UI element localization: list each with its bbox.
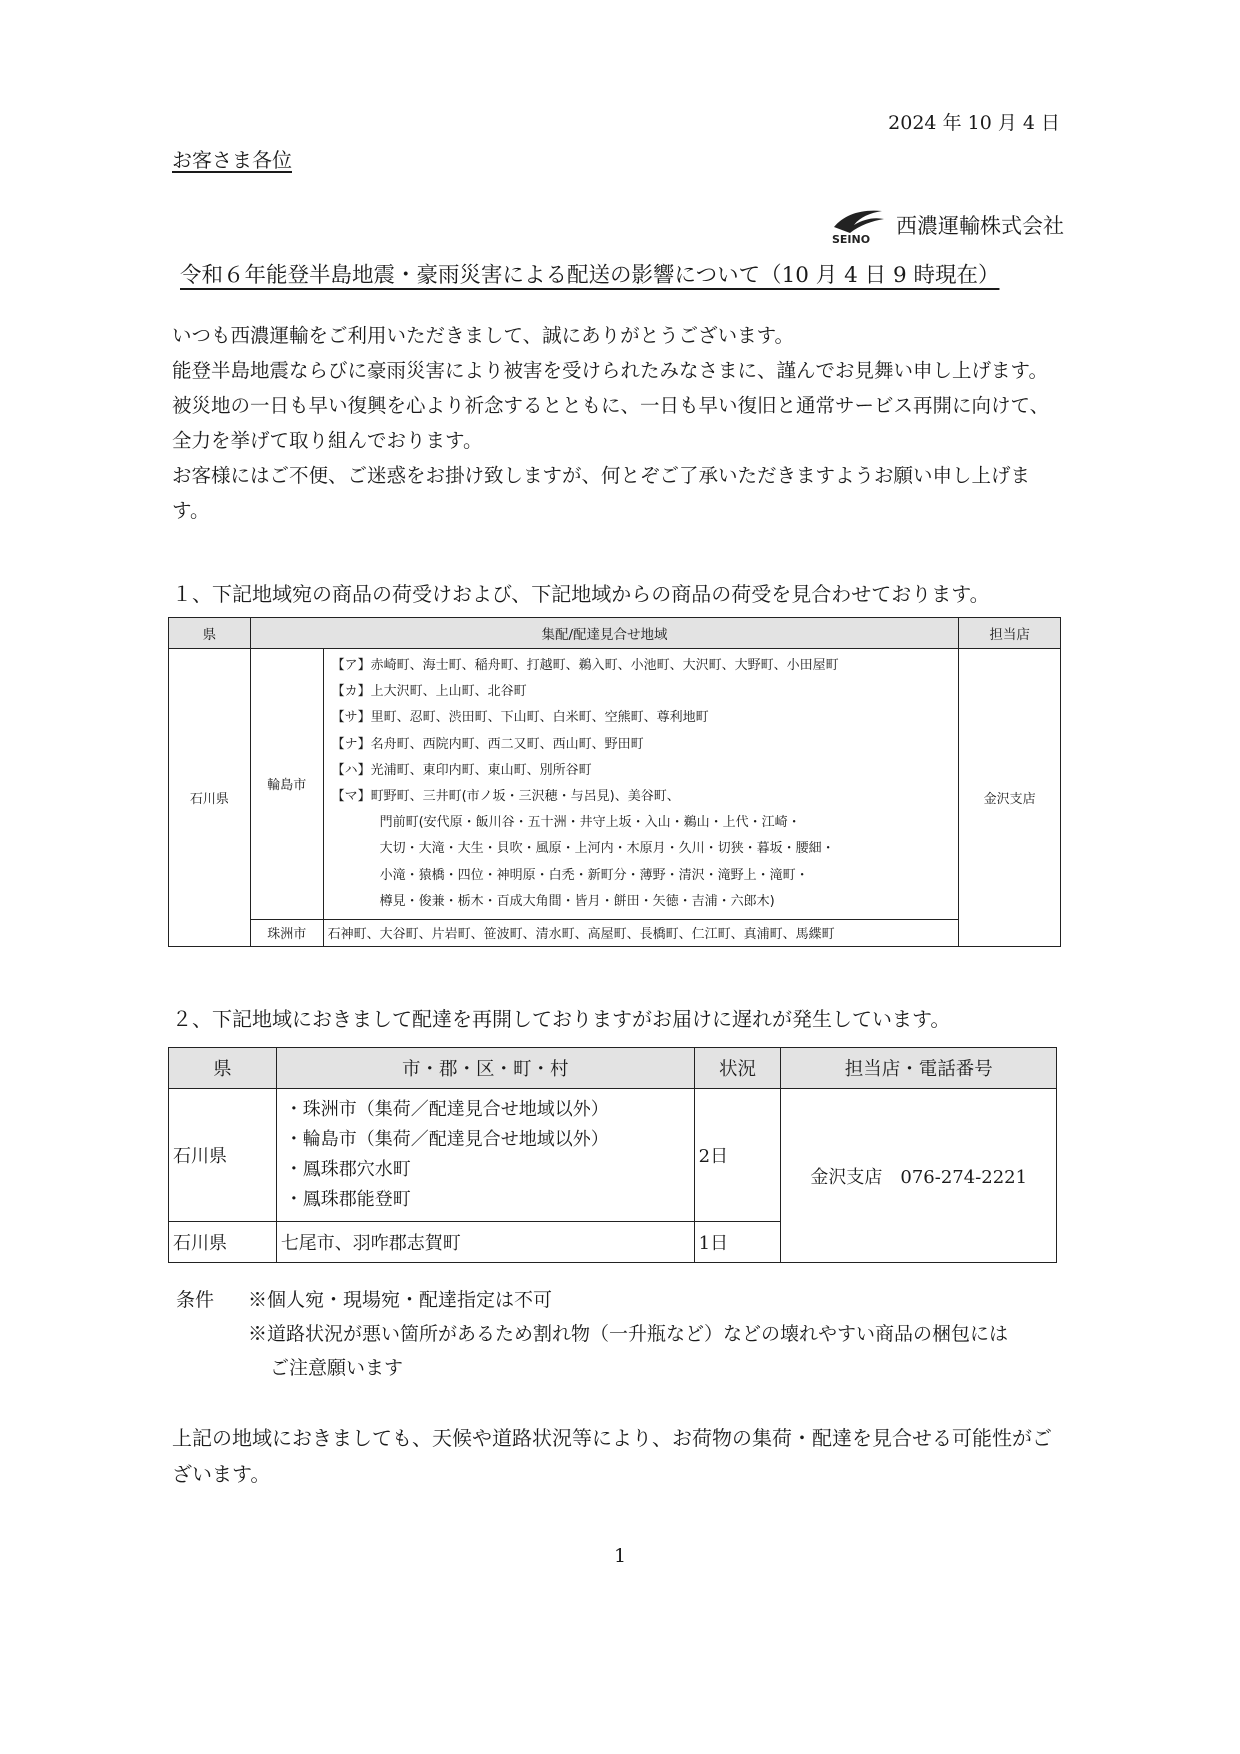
area-line: 石神町、大谷町、片岩町、笹波町、清水町、高屋町、長橋町、仁江町、真浦町、馬緤町 [323,919,959,946]
intro-paragraph: 能登半島地震ならびに豪雨災害により被害を受けられたみなさまに、謹んでお見舞い申し上げます。被災地の一日も早い復興を心より祈念するとともに、一日も早い復旧と通常サービス再開に向けて、全力を挙げて取り組んでおります。 [172,359,1050,452]
condition-item: ※個人宛・現場宛・配達指定は不可 [248,1289,553,1311]
area-line: 【サ】里町、忍町、渋田町、下山町、白米町、空熊町、尊利地町 [331,710,709,726]
area-line: 【ナ】名舟町、西院内町、西二又町、西山町、野田町 [331,736,644,752]
section1-heading: １、下記地域宛の商品の荷受けおよび、下記地域からの商品の荷受を見合わせております。 [172,582,990,606]
condition-item: ※道路状況が悪い箇所があるため割れ物（一升瓶など）などの壊れやすい商品の梱包には [248,1323,1009,1345]
header-pref: 県 [169,618,251,649]
status-cell: 2日 [694,1089,781,1222]
muni-line: ・鳳珠郡能登町 [284,1189,411,1210]
status-cell: 1日 [694,1222,781,1263]
muni-line: ・珠洲市（集荷／配達見合せ地域以外） [284,1099,609,1120]
table-header-row [169,618,1061,649]
closing-paragraph: 上記の地域におきましても、天候や道路状況等により、お荷物の集荷・配達を見合せる可能性がございます。 [172,1426,1052,1486]
addressee: お客さま各位 [172,148,292,172]
pref-cell: 石川県 [169,1089,277,1222]
intro-paragraph: お客様にはご不便、ご迷惑をお掛け致しますが、何とぞご了承いただきますようお願い申し上げます。 [172,464,1031,522]
table-row [169,919,1061,946]
muni-line: ・輪島市（集荷／配達見合せ地域以外） [284,1129,609,1150]
table-row [169,1089,1057,1222]
muni-list [276,1089,694,1222]
header-pref: 県 [169,1048,277,1089]
header-branch: 担当店・電話番号 [781,1048,1057,1089]
intro-text [172,318,1062,528]
branch-cell: 金沢支店 [959,649,1061,947]
area-line: 【ア】赤崎町、海士町、稲舟町、打越町、鵜入町、小池町、大沢町、大野町、小田屋町 [331,658,839,673]
area-line: 【ハ】光浦町、東印内町、東山町、別所谷町 [331,762,592,778]
table-row [169,649,1061,920]
closing-note [172,1420,1062,1492]
area-line: 大切・大滝・大生・貝吹・風原・上河内・木原月・久川・切狭・暮坂・腰細・ [379,841,835,857]
table-header-row [169,1048,1057,1089]
delay-table [168,1047,1057,1263]
logo-text: SEINO [832,233,871,245]
header-branch: 担当店 [959,618,1061,649]
pref-cell: 石川県 [169,649,251,947]
area-line: 樽見・俊兼・栃木・百成大角間・皆月・餅田・矢徳・吉浦・六郎木) [379,893,775,909]
company-block [830,205,1064,245]
area-line: 【カ】上大沢町、上山町、北谷町 [331,684,527,700]
conditions-label: 条件 [176,1289,215,1311]
area-line: 【マ】町野町、三井町(市ノ坂・三沢穂・与呂見)、美谷町、 [331,788,680,804]
seino-logo-icon [830,205,886,245]
header-muni: 市・郡・区・町・村 [276,1048,694,1089]
branch-phone-cell: 金沢支店 076-274-2221 [781,1089,1057,1263]
muni-cell: 七尾市、羽咋郡志賀町 [276,1222,694,1263]
document-date: 2024 年 10 月 4 日 [888,112,1060,134]
conditions [172,1283,1008,1385]
page-number: 1 [613,1545,627,1567]
header-area: 集配/配達見合せ地域 [250,618,958,649]
area-list [323,649,959,920]
section2-heading: ２、下記地域におきまして配達を再開しておりますがお届けに遅れが発生しています。 [172,1007,951,1031]
company-name: 西濃運輸株式会社 [896,214,1064,238]
condition-item: ご注意願います [270,1357,404,1379]
muni-line: ・鳳珠郡穴水町 [284,1159,411,1180]
area-line: 門前町(安代原・飯川谷・五十洲・井守上坂・入山・鵜山・上代・江崎・ [379,815,801,831]
pref-cell: 石川県 [169,1222,277,1263]
city-cell: 珠洲市 [250,919,323,946]
notice-title: 令和６年能登半島地震・豪雨災害による配送の影響について（10 月 4 日 9 時現在） [180,263,1000,288]
intro-paragraph: いつも西濃運輸をご利用いただきまして、誠にありがとうございます。 [172,324,795,347]
city-cell: 輪島市 [250,649,323,920]
area-line: 小滝・猿橋・四位・神明原・白禿・新町分・薄野・清沢・滝野上・滝町・ [379,867,809,883]
header-status: 状況 [694,1048,781,1089]
suspended-area-table [168,617,1061,947]
